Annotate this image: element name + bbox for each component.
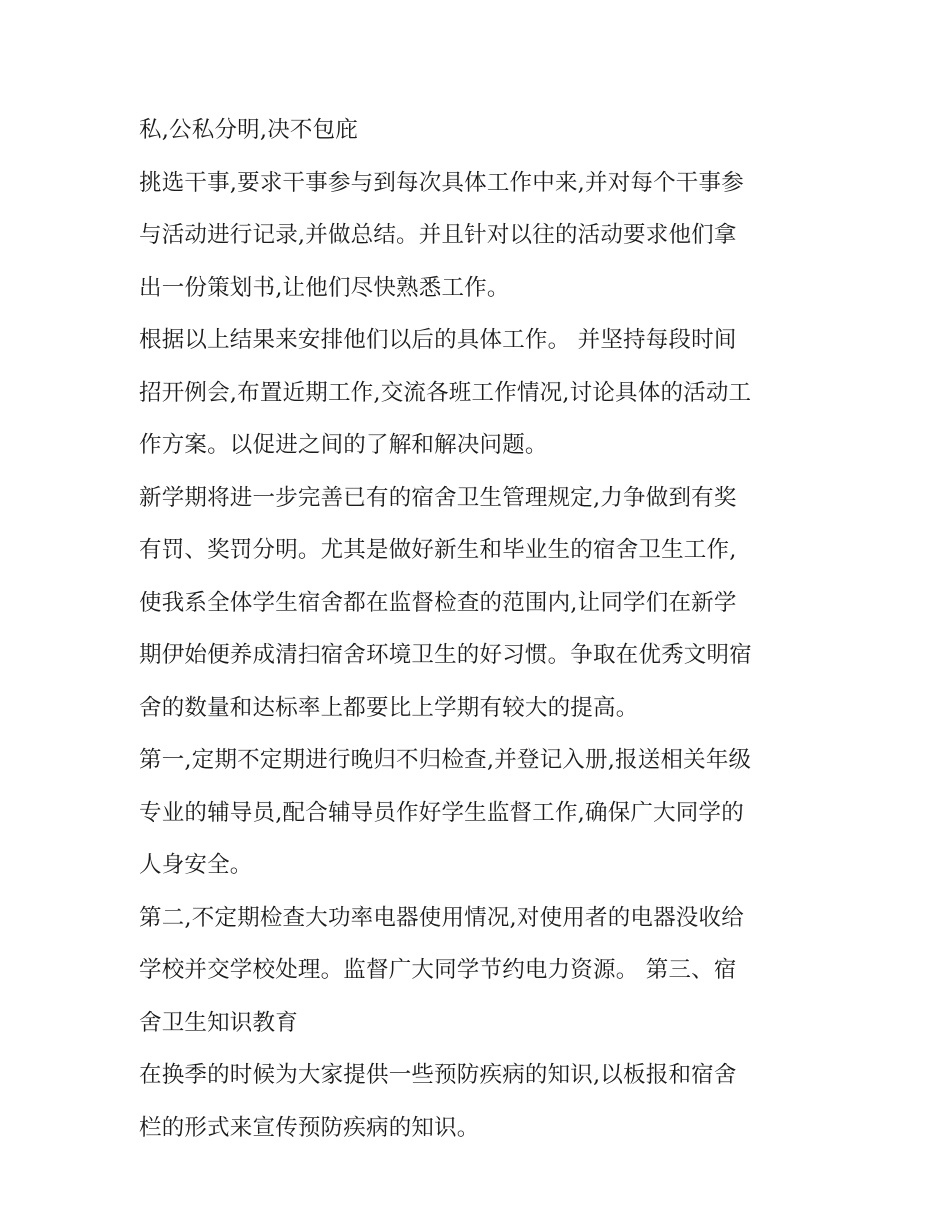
text-line: 在换季的时候为大家提供一些预防疾病的知识,以板报和宿舍	[139, 1062, 737, 1088]
text-line: 使我系全体学生宿舍都在监督检查的范围内,让同学们在新学	[139, 589, 737, 616]
text-line: 出一份策划书,让他们尽快熟悉工作。	[139, 274, 510, 301]
text-line: 挑选干事,要求干事参与到每次具体工作中来,并对每个干事参	[139, 169, 744, 196]
text-line: 人身安全。	[139, 852, 253, 878]
text-line: 舍的数量和达标率上都要比上学期有较大的提高。	[139, 694, 639, 721]
text-line: 有罚、奖罚分明。尤其是做好新生和毕业生的宿舍卫生工作,	[139, 537, 737, 563]
text-line: 专业的辅导员,配合辅导员作好学生监督工作,确保广大同学的	[139, 799, 744, 826]
document-body	[139, 104, 819, 1154]
text-line: 新学期将进一步完善已有的宿舍卫生管理规定,力争做到有奖	[139, 484, 737, 511]
text-line: 作方案。以促进之间的了解和解决问题。	[139, 432, 548, 458]
text-line: 学校并交学校处理。监督广大同学节约电力资源。 第三、宿	[139, 957, 737, 983]
text-line: 私,公私分明,决不包庇	[139, 117, 359, 143]
text-line: 舍卫生知识教育	[139, 1009, 298, 1036]
text-line: 第二,不定期检查大功率电器使用情况,对使用者的电器没收给	[139, 904, 744, 931]
text-line: 根据以上结果来安排他们以后的具体工作。 并坚持每段时间	[139, 327, 737, 353]
text-line: 与活动进行记录,并做总结。并且针对以往的活动要求他们拿	[139, 222, 737, 248]
text-line: 招开例会,布置近期工作,交流各班工作情况,讨论具体的活动工	[139, 379, 752, 406]
text-line: 期伊始便养成清扫宿舍环境卫生的好习惯。争取在优秀文明宿	[139, 642, 752, 668]
text-line: 栏的形式来宣传预防疾病的知识。	[139, 1114, 480, 1141]
text-line: 第一,定期不定期进行晚归不归检查,并登记入册,报送相关年级	[139, 747, 752, 773]
